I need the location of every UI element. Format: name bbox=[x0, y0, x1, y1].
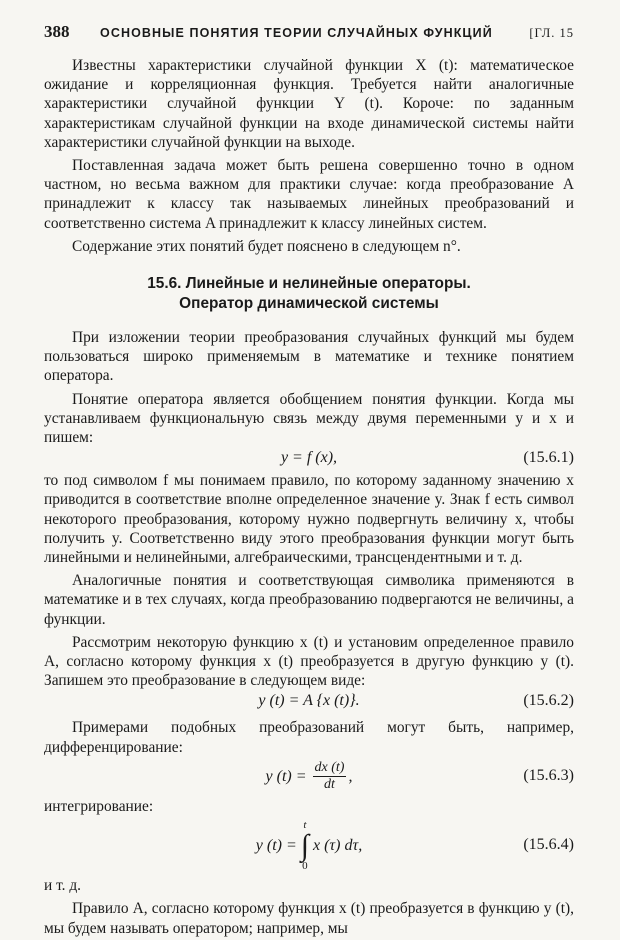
body-paragraph: интегрирование: bbox=[44, 797, 154, 815]
section-heading-line2: Оператор динамической системы bbox=[179, 295, 439, 313]
integral-upper-limit: t bbox=[303, 819, 307, 832]
integrand: x (τ) dτ, bbox=[313, 837, 363, 855]
equation-15-6-4 bbox=[44, 816, 574, 876]
intro-paragraph: Поставленная задача может быть решена совершенно точно в одном частном, но весьма важном для практики случае: когда преобразование A принадлежит к классу так называемых линейных преобразований и соответственно система A принадлежит к классу линейных систем. bbox=[44, 157, 574, 232]
running-header bbox=[44, 22, 574, 48]
body-paragraph: Примерами подобных преобразований могут быть, например, дифференцирование: bbox=[44, 719, 574, 756]
integral-lower-limit: 0 bbox=[302, 860, 308, 873]
body-paragraph: и т. д. bbox=[44, 877, 82, 895]
equation-number: (15.6.1) bbox=[523, 449, 574, 467]
page bbox=[44, 22, 574, 938]
body-paragraph: Аналогичные понятия и соответствующая символика применяются в математике и в тех случаях, когда преобразованию подвергаются не величины, а функции. bbox=[44, 572, 574, 628]
equation-15-6-2 bbox=[44, 690, 574, 714]
section-heading-line1: 15.6. Линейные и нелинейные операторы. bbox=[147, 275, 471, 293]
body-paragraph: Рассмотрим некоторую функцию x (t) и установим определенное правило A, согласно которому функция x (t) преобразуется в другую функцию y (t). Запишем это преобразование в следующем виде: bbox=[44, 633, 574, 690]
running-title: ОСНОВНЫЕ ПОНЯТИЯ ТЕОРИИ СЛУЧАЙНЫХ ФУНКЦИЙ bbox=[100, 26, 493, 40]
body-paragraph: Понятие оператора является обобщением понятия функции. Когда мы устанавливаем функциональную связь между двумя переменными y и x и пишем: bbox=[44, 390, 574, 447]
fraction bbox=[313, 760, 347, 793]
section-heading bbox=[44, 274, 574, 314]
intro-paragraph: Известны характеристики случайной функции X (t): математическое ожидание и корреляционная функция. Требуется найти аналогичные характеристики случайной функции Y (t). Короче: по заданным характеристикам случайной функции на входе динамической системы найти характеристики случайной функции на выходе. bbox=[44, 57, 574, 151]
equation-lhs: y (t) = bbox=[255, 837, 297, 855]
equation-number: (15.6.2) bbox=[523, 692, 574, 710]
equation-expression: y (t) = A {x (t)}. bbox=[258, 692, 360, 710]
page-number: 388 bbox=[44, 22, 70, 41]
equation-number: (15.6.3) bbox=[523, 766, 574, 784]
equation-expression: y = f (x), bbox=[280, 449, 338, 467]
equation-15-6-3: y (t) = $\frac{dx (t)}{dt}$ , (15.6.3) bbox=[265, 760, 574, 793]
chapter-label: [ГЛ. 15 bbox=[529, 26, 574, 40]
integral-sign: ∫ bbox=[300, 829, 309, 863]
equation-15-6-1 bbox=[44, 447, 574, 471]
body-paragraph: При изложении теории преобразования случайных функций мы будем пользоваться широко применяемым в математике и технике понятием оператора. bbox=[44, 329, 574, 385]
integral bbox=[301, 820, 309, 872]
body-paragraph: то под символом f мы понимаем правило, по которому заданному значению x приводится в соответствие вполне определенное значение y. Знак f есть символ некоторого преобразования, которому нужно подвергнуть величину x, чтобы получить y. Соответственно виду этого преобразования функции могут быть линейными и нелинейными, алгебраическими, трансцендентными и т. д. bbox=[44, 472, 574, 567]
intro-paragraph: Содержание этих понятий будет пояснено в следующем n°. bbox=[72, 237, 461, 255]
body-paragraph: Правило A, согласно которому функция x (t) преобразуется в функцию y (t), мы будем называть оператором; например, мы bbox=[44, 900, 574, 937]
equation-lhs: y (t) = bbox=[265, 767, 307, 785]
equation-number: (15.6.4) bbox=[523, 836, 574, 854]
fraction-numerator: dx (t) bbox=[314, 760, 345, 776]
fraction-denominator: dt bbox=[324, 777, 335, 793]
